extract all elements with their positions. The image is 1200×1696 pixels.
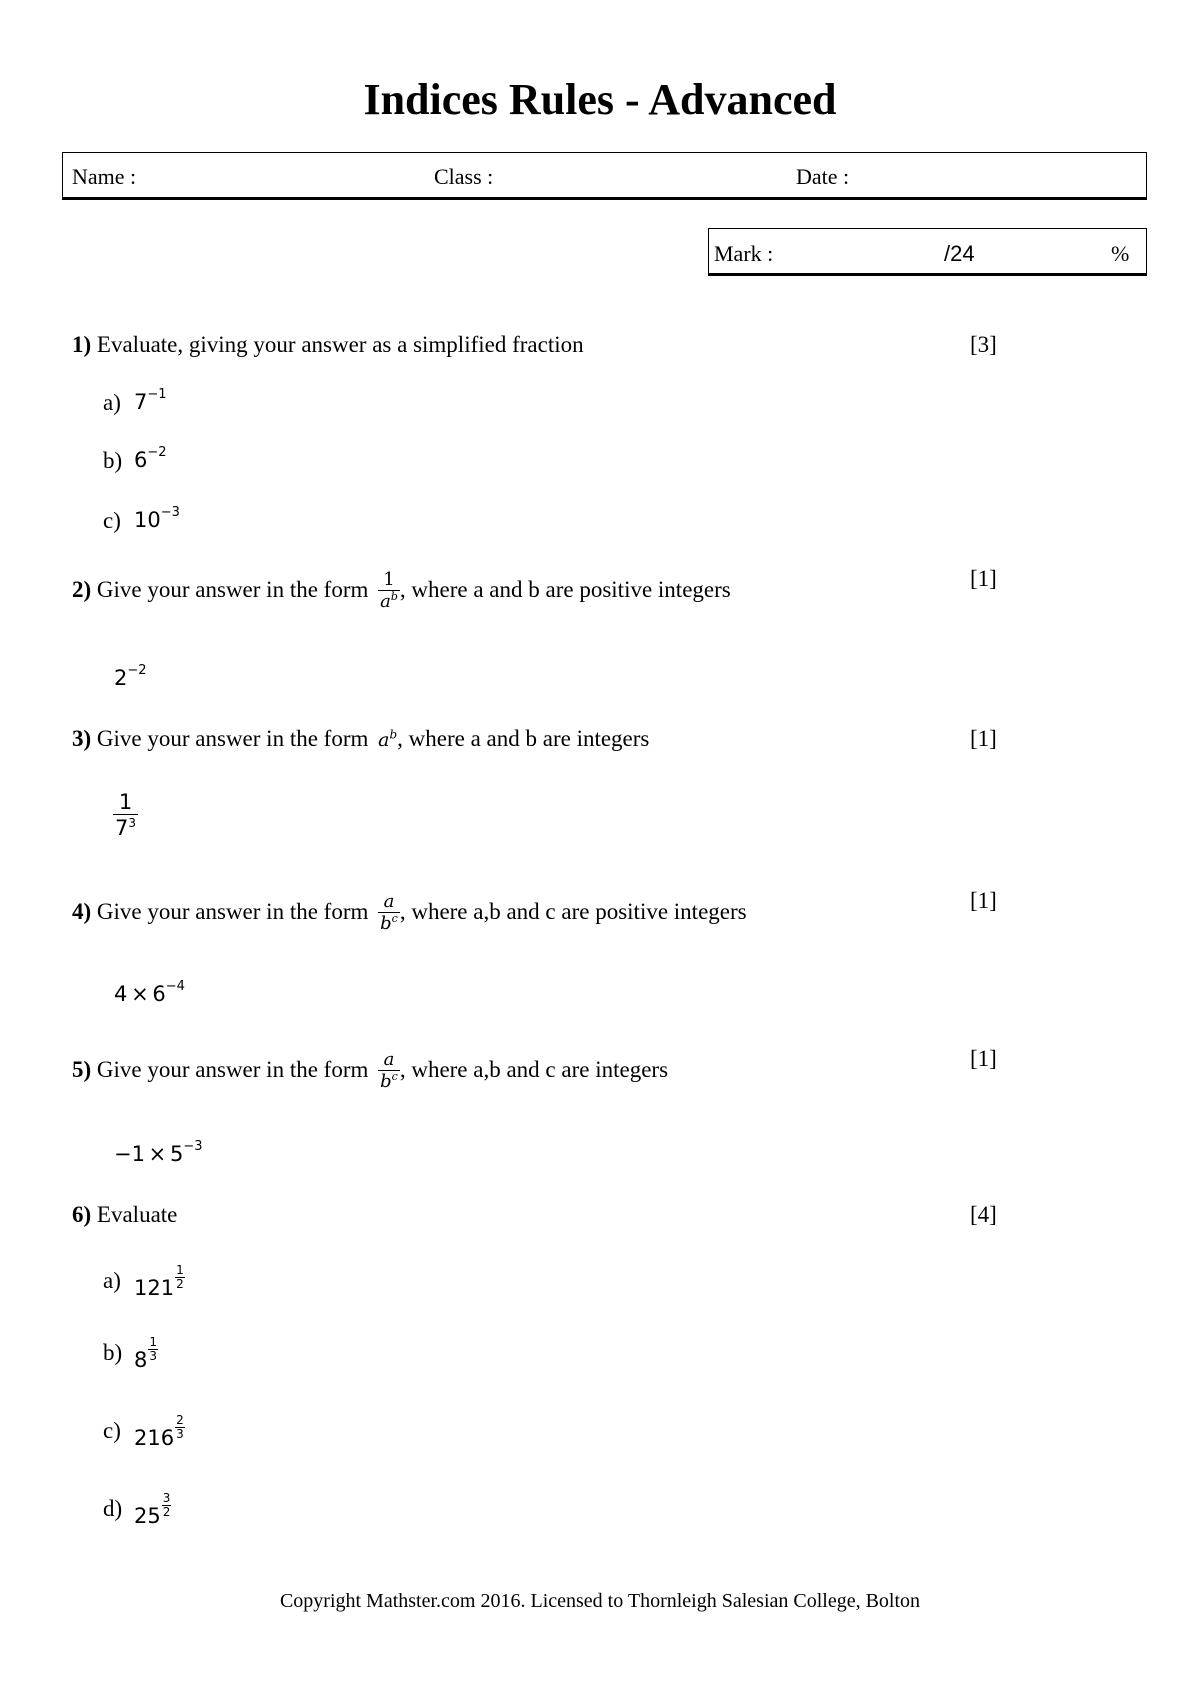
student-info-box — [62, 152, 1147, 200]
percent-sign: % — [1111, 241, 1130, 266]
question-marks: [1] — [970, 888, 997, 913]
question-text: Give your answer in the form — [96, 1056, 369, 1082]
question-2 — [72, 570, 731, 613]
answer-form: $\frac{a}{b^c}$ — [380, 891, 398, 934]
question-text: Evaluate, giving your answer as a simplified fraction — [96, 332, 584, 357]
copyright-footer: Copyright Mathster.com 2016. Licensed to Thornleigh Salesian College, Bolton — [279, 1590, 921, 1612]
question-number: 2) — [72, 576, 92, 602]
question-marks: [4] — [970, 1202, 997, 1227]
date-label: Date : — [796, 164, 850, 189]
question-4 — [72, 892, 747, 935]
part-label: d) — [103, 1496, 123, 1521]
question-text: Give your answer in the form — [96, 898, 369, 924]
expression: $-1 \times 5^{-3}$ — [114, 1139, 203, 1166]
expression: $10^{-3}$ — [134, 505, 180, 532]
question-number: 6) — [72, 1202, 92, 1227]
part-label: c) — [103, 1418, 121, 1443]
mark-total: /24 — [944, 241, 975, 266]
question-number: 4) — [72, 898, 92, 924]
part-label: a) — [103, 1268, 121, 1293]
part-label: c) — [103, 508, 121, 533]
class-label: Class : — [434, 164, 494, 189]
answer-form: $\frac{1}{a^b}$ — [380, 569, 398, 612]
expression: $2^{-2}$ — [114, 663, 147, 690]
question-text: , where a,b and c are integers — [399, 1056, 669, 1082]
question-number: 5) — [72, 1056, 92, 1082]
mark-label: Mark : — [714, 241, 774, 266]
question-5 — [72, 1050, 668, 1093]
question-text: Evaluate — [96, 1202, 178, 1227]
question-marks: [1] — [970, 566, 997, 591]
expression: $6^{-2}$ — [134, 445, 167, 472]
question-text: Give your answer in the form — [96, 726, 369, 751]
question-6 — [72, 1202, 177, 1228]
expression: $4 \times 6^{-4}$ — [114, 979, 185, 1006]
expression: $7^{-1}$ — [134, 387, 167, 414]
question-1 — [72, 332, 584, 358]
expression: 25 $\frac{3}{2}$ — [134, 1491, 171, 1528]
answer-form: $a^b$ — [378, 727, 398, 751]
expression: 8 $\frac{1}{3}$ — [134, 1335, 158, 1372]
question-text: , where a,b and c are positive integers — [399, 898, 747, 924]
expression: 121 $\frac{1}{2}$ — [134, 1263, 184, 1300]
question-text: , where a and b are positive integers — [399, 576, 731, 602]
question-3 — [72, 726, 649, 752]
question-marks: [1] — [970, 1046, 997, 1071]
answer-form: $\frac{a}{b^c}$ — [380, 1049, 398, 1092]
question-text: Give your answer in the form — [96, 576, 369, 602]
question-marks: [3] — [970, 332, 997, 357]
expression: 216 $\frac{2}{3}$ — [134, 1413, 184, 1450]
part-label: a) — [103, 390, 121, 415]
question-text: , where a and b are integers — [397, 726, 650, 751]
part-label: b) — [103, 448, 123, 473]
question-number: 1) — [72, 332, 92, 357]
expression: 1 $7^3$ — [115, 790, 137, 840]
worksheet-title: Indices Rules - Advanced — [363, 75, 837, 124]
part-label: b) — [103, 1340, 123, 1365]
mark-box — [708, 228, 1147, 276]
question-marks: [1] — [970, 726, 997, 751]
question-number: 3) — [72, 726, 92, 751]
name-label: Name : — [72, 164, 137, 189]
